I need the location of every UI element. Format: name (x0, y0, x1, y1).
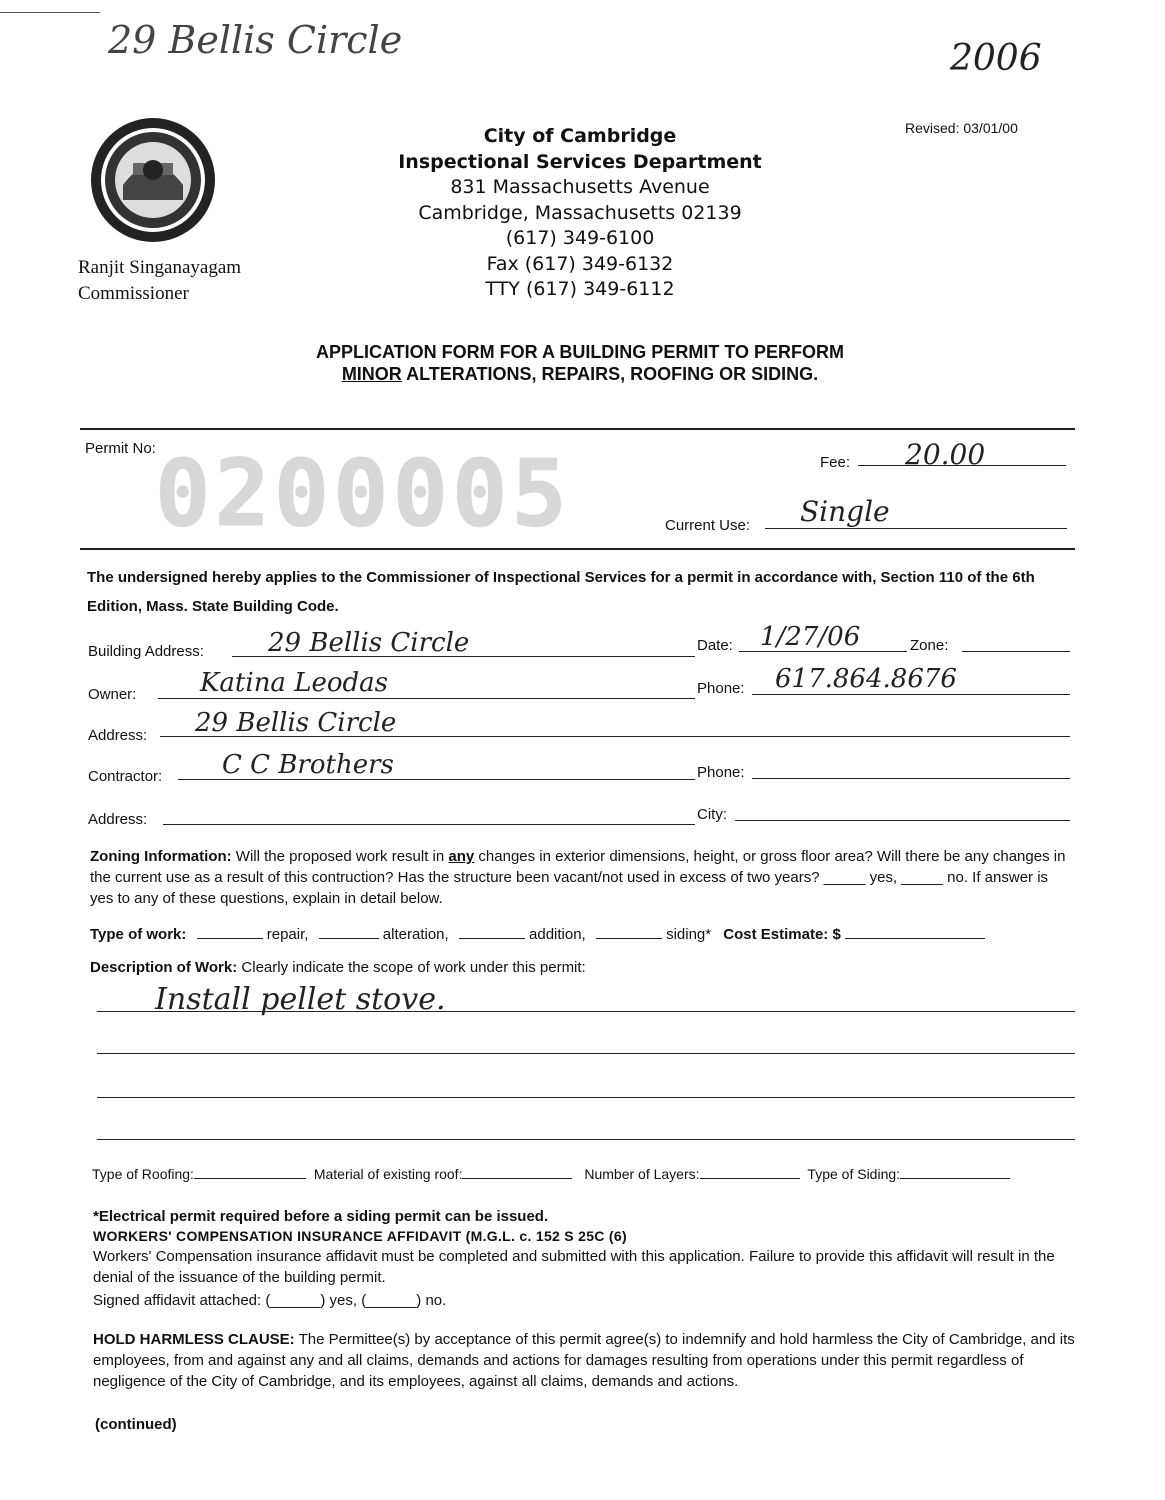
description-line-3 (97, 1097, 1075, 1098)
zoning-any: any (448, 848, 475, 865)
commissioner-title: Commissioner (78, 283, 189, 304)
hold-harmless-label: HOLD HARMLESS CLAUSE: (93, 1331, 295, 1348)
form-title-line2-rest: ALTERATIONS, REPAIRS, ROOFING OR SIDING. (401, 364, 819, 384)
building-address-value: 29 Bellis Circle (268, 628, 470, 658)
zone-line (962, 651, 1070, 652)
city-label: City: (697, 806, 727, 823)
city-state-zip: Cambridge, Massachusetts 02139 (418, 201, 742, 224)
contractor-address-label: Address: (88, 811, 148, 828)
zoning-label: Zoning Information: (90, 848, 232, 865)
city-name: City of Cambridge (483, 125, 677, 147)
city-seal-logo (88, 115, 218, 245)
zoning-info (90, 846, 1075, 909)
type-of-work-label: Type of work: (90, 926, 187, 943)
owner-address-value: 29 Bellis Circle (195, 708, 397, 738)
contractor-address-line (163, 824, 695, 825)
date-label: Date: (697, 637, 733, 654)
description-line-1 (97, 1011, 1075, 1012)
current-use-line (765, 528, 1067, 529)
revised-date: Revised: 03/01/00 (905, 120, 1018, 136)
zoning-text-1: Will the proposed work result in (231, 848, 449, 865)
repair-option: repair, (266, 926, 309, 943)
zoning-text-2: changes in exterior dimensions, height, or gross floor area? Will there be any changes in the current use as a result of this contruction? Has the structure been vacant/not used in excess of two years? _____ yes, _____ no. If answer is yes to any of these questions, explain in detail below. (90, 848, 1066, 907)
description-header (90, 957, 586, 978)
contractor-label: Contractor: (88, 768, 163, 785)
permit-no-label: Permit No: (85, 440, 156, 457)
letterhead (330, 124, 830, 303)
form-title (200, 341, 960, 385)
top-left-scan-line (0, 12, 100, 13)
alteration-option: alteration, (382, 926, 449, 943)
electrical-note: *Electrical permit required before a siding permit can be issued. (93, 1208, 549, 1225)
workers-comp-text: Workers' Compensation insurance affidavit must be completed and submitted with this application. Failure to provide this affidavit will result in the denial of the issuance of the building permit. (93, 1248, 1055, 1286)
description-instructions: Clearly indicate the scope of work under this permit: (237, 959, 586, 976)
street-address: 831 Massachusetts Avenue (450, 176, 710, 198)
type-of-work-row (90, 924, 1070, 945)
building-address-label: Building Address: (88, 643, 204, 660)
zone-label: Zone: (910, 637, 949, 654)
permit-number-stamp: 0200005 (155, 440, 571, 547)
phone-number: (617) 349-6100 (505, 227, 655, 249)
handwritten-top-address: 29 Bellis Circle (108, 18, 403, 62)
phone-value: 617.864.8676 (775, 664, 957, 694)
department-name: Inspectional Services Department (398, 150, 762, 173)
cost-estimate-label: Cost Estimate: $ (723, 926, 841, 943)
fee-label: Fee: (820, 454, 851, 471)
phone-label: Phone: (697, 680, 745, 697)
form-title-line1: APPLICATION FORM FOR A BUILDING PERMIT TO PERFORM (316, 342, 844, 362)
current-use-label: Current Use: (665, 517, 751, 534)
type-of-siding-label: Type of Siding: (807, 1166, 901, 1182)
signed-affidavit: Signed affidavit attached: (______) yes, (______) no. (93, 1292, 447, 1309)
owner-line (158, 698, 695, 699)
owner-value: Katina Leodas (200, 668, 388, 698)
workers-comp-heading: WORKERS' COMPENSATION INSURANCE AFFIDAVIT (M.G.L. c. 152 S 25C (6) (93, 1228, 627, 1244)
intro-text: The undersigned hereby applies to the Commissioner of Inspectional Services for a permit in accordance with, Section 110 of the 6th Edition, Mass. State Building Code. (87, 569, 1035, 615)
commissioner-name: Ranjit Singanayagam (78, 257, 242, 278)
description-line-2 (97, 1053, 1075, 1054)
number-of-layers-label: Number of Layers: (584, 1166, 700, 1182)
contractor-phone-line (752, 778, 1070, 779)
description-line-4 (97, 1139, 1075, 1140)
fee-value: 20.00 (905, 438, 986, 471)
fax-number: Fax (617) 349-6132 (486, 252, 674, 275)
owner-label: Owner: (88, 686, 137, 703)
hold-harmless-text: The Permittee(s) by acceptance of this permit agree(s) to indemnify and hold harmless the City of Cambridge, and its employees, from and against any and all claims, demands and actions for damages resulting from operations under this permit regardless of negligence of the City of Cambridge, and its employees, against all claims, demands and actions. (93, 1331, 1075, 1390)
minor-word: MINOR (341, 364, 402, 384)
current-use-value: Single (800, 495, 890, 528)
second-divider (80, 548, 1075, 550)
handwritten-year: 2006 (950, 38, 1042, 79)
owner-address-label: Address: (88, 727, 148, 744)
addition-option: addition, (529, 926, 586, 943)
material-existing-roof-label: Material of existing roof: (313, 1166, 463, 1182)
form-title-line2 (200, 363, 960, 385)
siding-option: siding* (666, 926, 712, 943)
continued-note: (continued) (95, 1416, 177, 1433)
contractor-value: C C Brothers (222, 750, 394, 780)
contractor-phone-label: Phone: (697, 764, 745, 781)
tty-number: TTY (617) 349-6112 (485, 278, 675, 300)
phone-line (752, 694, 1070, 695)
description-label: Description of Work: (90, 959, 238, 976)
city-line (735, 820, 1070, 821)
hold-harmless-clause (93, 1329, 1083, 1392)
description-value: Install pellet stove. (155, 982, 446, 1017)
roofing-row (92, 1166, 1072, 1182)
type-of-roofing-label: Type of Roofing: (92, 1166, 194, 1182)
date-value: 1/27/06 (760, 622, 861, 652)
top-divider (80, 428, 1075, 430)
